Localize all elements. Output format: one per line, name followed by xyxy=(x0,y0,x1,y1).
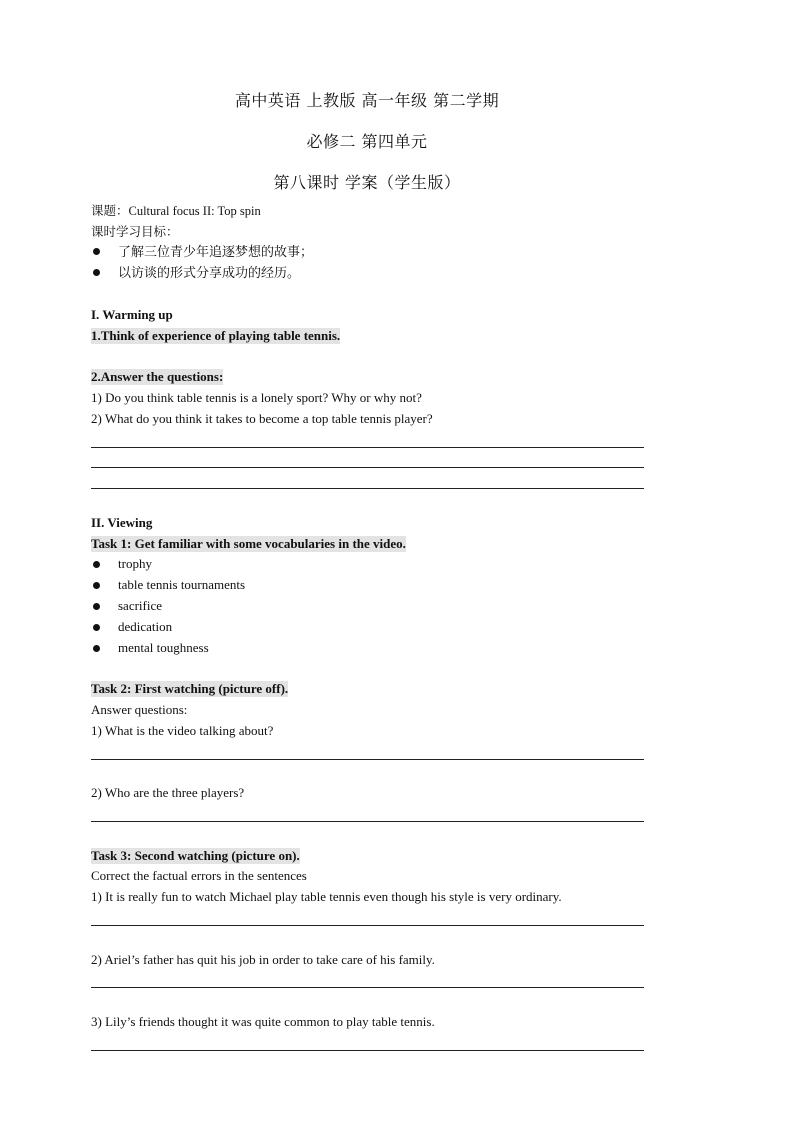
doc-title-course: 高中英语 上教版 高一年级 第二学期 xyxy=(234,91,500,110)
warming-question-1: 1) Do you think table tennis is a lonely sport? Why or why not? xyxy=(91,390,422,405)
answer-line[interactable] xyxy=(91,447,644,448)
answer-line[interactable] xyxy=(91,1050,644,1051)
bullet-icon xyxy=(93,582,100,589)
topic-line: 课题：Cultural focus II: Top spin xyxy=(91,204,261,218)
task-1-heading: Task 1: Get familiar with some vocabularies in the video. xyxy=(91,536,406,551)
objectives-label: 课时学习目标： xyxy=(91,224,179,239)
answer-line[interactable] xyxy=(91,821,644,822)
answer-line[interactable] xyxy=(91,925,644,926)
task-3-instruction: Correct the factual errors in the sentences xyxy=(91,868,307,883)
objective-text: 以访谈的形式分享成功的经历。 xyxy=(118,266,301,281)
warming-item-2: 2.Answer the questions: xyxy=(91,369,224,384)
objective-item xyxy=(91,266,300,282)
bullet-icon xyxy=(93,645,100,652)
task-2-heading: Task 2: First watching (picture off). xyxy=(91,681,289,696)
vocab-text: sacrifice xyxy=(118,598,163,613)
doc-title-lesson: 第八课时 学案（学生版） xyxy=(273,173,461,192)
answer-line[interactable] xyxy=(91,467,644,468)
vocab-text: dedication xyxy=(118,619,173,634)
doc-title-unit: 必修二 第四单元 xyxy=(306,132,428,151)
answer-line[interactable] xyxy=(91,488,644,489)
warming-question-2: 2) What do you think it takes to become a top table tennis player? xyxy=(91,411,433,426)
vocab-item xyxy=(91,598,162,614)
warming-item-1: 1.Think of experience of playing table tennis. xyxy=(91,328,341,343)
bullet-icon xyxy=(93,603,100,610)
objective-item xyxy=(91,245,313,261)
answer-line[interactable] xyxy=(91,759,644,760)
objective-text: 了解三位青少年追逐梦想的故事； xyxy=(118,245,314,260)
task-2-instruction: Answer questions: xyxy=(91,702,188,717)
vocab-item xyxy=(91,640,209,656)
bullet-icon xyxy=(93,561,100,568)
vocab-text: table tennis tournaments xyxy=(118,577,246,592)
section-heading-warming: I. Warming up xyxy=(91,307,173,322)
section-heading-viewing: II. Viewing xyxy=(91,515,153,530)
vocab-text: trophy xyxy=(118,556,152,571)
bullet-icon xyxy=(93,624,100,631)
bullet-icon xyxy=(93,248,100,255)
vocab-item xyxy=(91,556,152,572)
task-2-question-2: 2) Who are the three players? xyxy=(91,785,245,800)
task-3-sentence-1: 1) It is really fun to watch Michael play table tennis even though his style is very ordinary. xyxy=(91,889,562,904)
answer-line[interactable] xyxy=(91,987,644,988)
task-2-question-1: 1) What is the video talking about? xyxy=(91,723,274,738)
task-3-sentence-3: 3) Lily’s friends thought it was quite common to play table tennis. xyxy=(91,1014,435,1029)
vocab-item xyxy=(91,577,245,593)
task-3-heading: Task 3: Second watching (picture on). xyxy=(91,848,300,863)
task-3-sentence-2: 2) Ariel’s father has quit his job in order to take care of his family. xyxy=(91,952,435,967)
bullet-icon xyxy=(93,269,100,276)
vocab-item xyxy=(91,619,172,635)
vocab-text: mental toughness xyxy=(118,640,209,655)
